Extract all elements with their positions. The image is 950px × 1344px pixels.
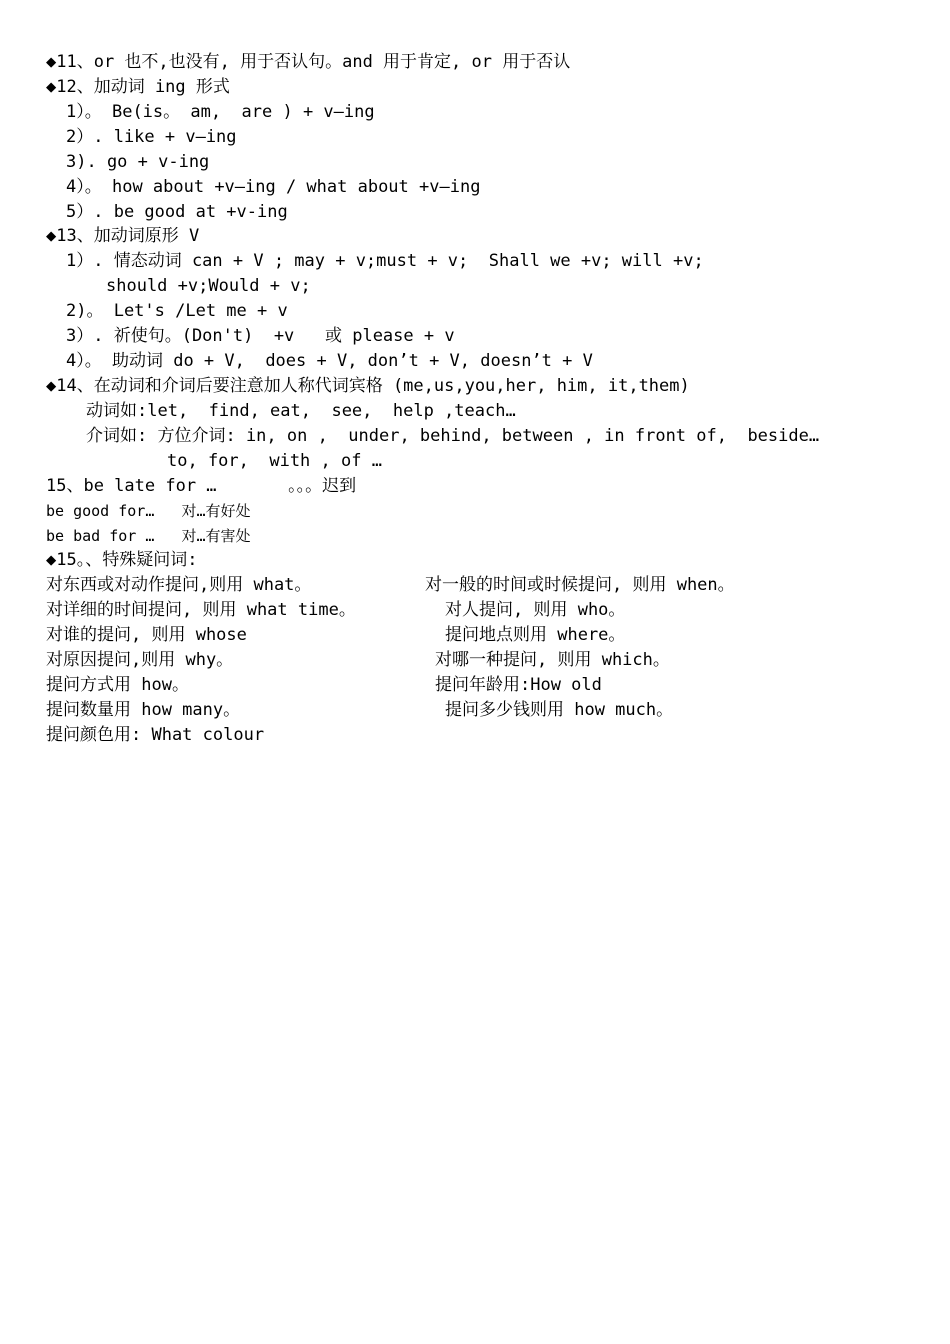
qword-what-colour: 提问颜色用: What colour: [46, 725, 265, 745]
item-15-question-words-heading: ◆15。、特殊疑问词:: [46, 550, 198, 570]
item-12-rule-1: 1）。 Be(is。 am, are ) + v—ing: [66, 102, 375, 122]
item-13-rule-2: 2)。 Let's /Let me + v: [66, 301, 288, 321]
qword-how-old: 提问年龄用:How old: [435, 675, 602, 695]
qword-why: 对原因提问,则用 why。: [46, 650, 234, 670]
item-14-prepositions: 介词如: 方位介词: in, on , under, behind, between , in front of, beside…: [86, 426, 820, 446]
item-14-prepositions-cont: to, for, with , of …: [167, 451, 382, 471]
item-13-rule-1: 1）. 情态动词 can + V ; may + v;must + v; Shall we +v; will +v;: [66, 251, 704, 271]
item-15-be-late-for: 15、be late for … 。。。迟到: [46, 476, 357, 496]
item-13-rule-3: 3）. 祈使句。(Don't) +v 或 please + v: [66, 326, 455, 346]
item-14-verbs: 动词如:let, find, eat, see, help ,teach…: [86, 401, 516, 421]
item-13-rule-4: 4）。 助动词 do + V, does + V, don’t + V, doesn’t + V: [66, 351, 593, 371]
qword-what: 对东西或对动作提问,则用 what。: [46, 575, 312, 595]
item-12-heading: ◆12、加动词 ing 形式: [46, 77, 230, 97]
item-12-rule-2: 2）. like + v—ing: [66, 127, 237, 147]
item-12-rule-5: 5）. be good at +v-ing: [66, 202, 288, 222]
qword-how-much: 提问多少钱则用 how much。: [445, 700, 674, 720]
qword-who: 对人提问, 则用 who。: [445, 600, 626, 620]
qword-how: 提问方式用 how。: [46, 675, 189, 695]
item-11-or-usage: ◆11、or 也不,也没有, 用于否认句。and 用于肯定, or 用于否认: [46, 52, 571, 72]
item-13-heading: ◆13、加动词原形 V: [46, 226, 200, 246]
qword-where: 提问地点则用 where。: [445, 625, 626, 645]
qword-what-time: 对详细的时间提问, 则用 what time。: [46, 600, 356, 620]
qword-how-many: 提问数量用 how many。: [46, 700, 241, 720]
item-13-rule-1-cont: should +v;Would + v;: [106, 276, 311, 296]
qword-whose: 对谁的提问, 则用 whose: [46, 625, 247, 645]
item-15-be-bad-for: be bad for … 对…有害处: [46, 527, 251, 545]
item-14-heading: ◆14、在动词和介词后要注意加人称代词宾格 (me,us,you,her, him, it,them): [46, 376, 690, 396]
qword-when: 对一般的时间或时候提问, 则用 when。: [425, 575, 735, 595]
item-12-rule-4: 4）。 how about +v—ing / what about +v—ing: [66, 177, 481, 197]
qword-which: 对哪一种提问, 则用 which。: [435, 650, 670, 670]
item-15-be-good-for: be good for… 对…有好处: [46, 502, 251, 520]
item-12-rule-3: 3). go + v-ing: [66, 152, 210, 172]
